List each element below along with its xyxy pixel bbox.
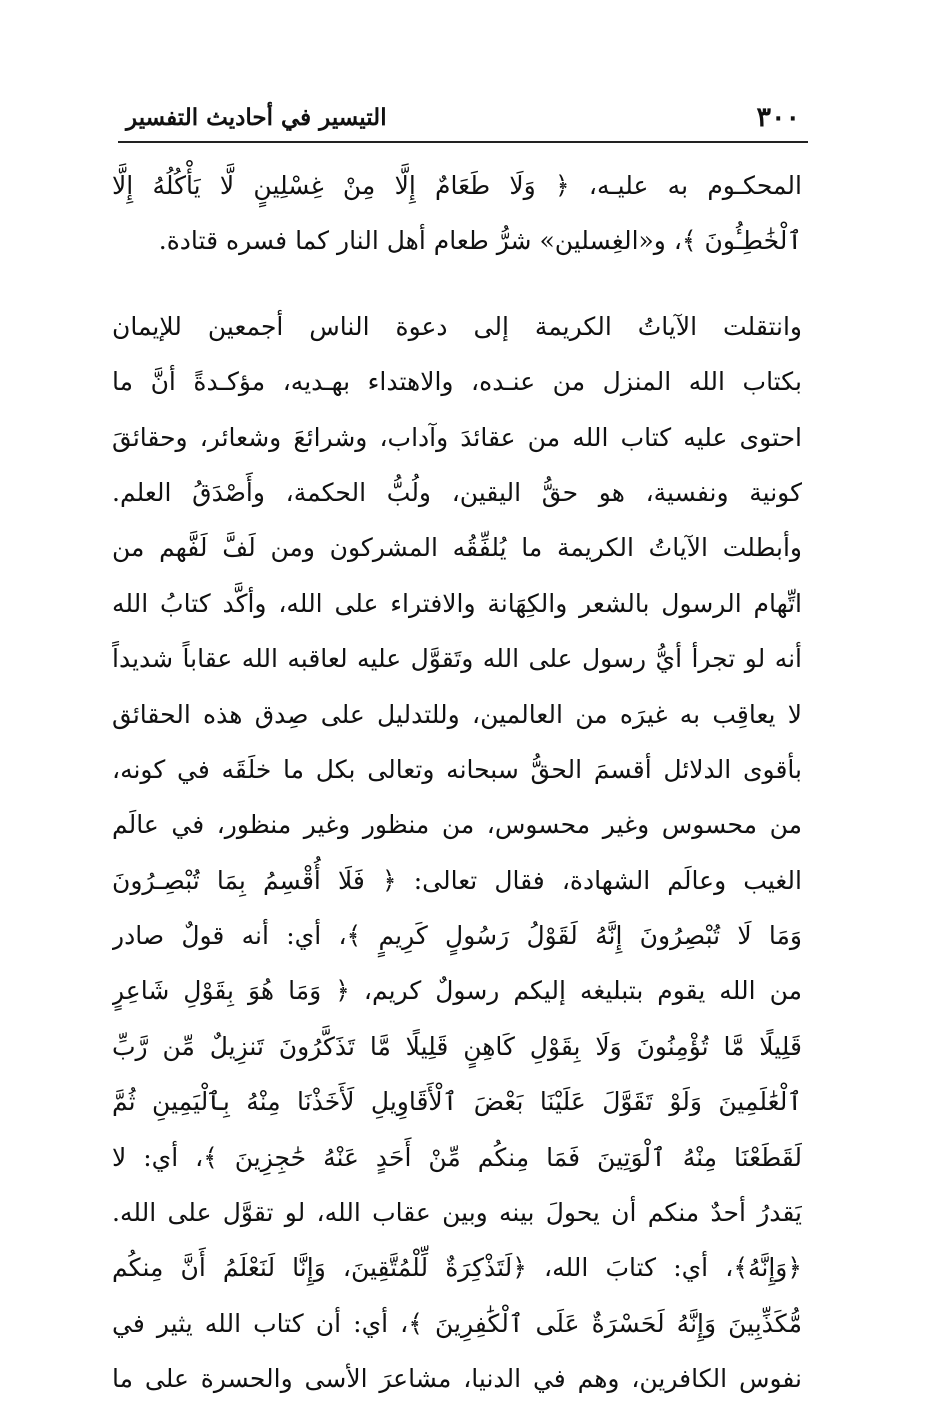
running-title: التيسير في أحاديث التفسير <box>126 104 387 131</box>
paragraph-gap <box>112 269 802 299</box>
text-line: ٱلْخَٰطِـُٔونَ ﴾، و«الغِسلين» شرُّ طعام أهل النار كما فسره قتادة. <box>158 226 802 256</box>
text-line: اتِّهام الرسول بالشعر والكِهَانة والافتراء على الله، وأكَّد كتابُ الله <box>112 588 802 618</box>
text-line: لا يعاقِب به غيرَه من العالمين، وللتدليل على صِدق هذه الحقائق <box>112 699 802 729</box>
text-line: بأقوى الدلائل أقسمَ الحقُّ سبحانه وتعالى بكل ما خلَقَه في كونه، <box>112 754 802 784</box>
text-line: أنه لو تجرأ أيُّ رسول على الله وتَقوَّل عليه لعاقبه الله عقاباً شديداً <box>112 644 802 674</box>
text-line: المحكـوم به عليـه، ﴿ وَلَا طَعَامٌ إِلَّا مِنْ غِسْلِينٍ لَّا يَأْكُلُهُ إِلَّا <box>112 171 802 200</box>
text-line: قَلِيلًا مَّا تُؤْمِنُونَ وَلَا بِقَوْلِ كَاهِنٍ قَلِيلًا مَّا تَذَكَّرُونَ تَنزِيلٌ مِّن رَّبِّ <box>112 1031 802 1061</box>
text-line: من محسوس وغير محسوس، من منظور وغير منظور، في عالَم <box>112 810 802 840</box>
text-line: ٱلْعَٰلَمِينَ وَلَوْ تَقَوَّلَ عَلَيْنَا بَعْضَ ٱلْأَقَاوِيلِ لَأَخَذْنَا مِنْهُ بِٱلْيَمِينِ ثُمَّ <box>112 1087 802 1117</box>
text-line: الغيب وعالَم الشهادة، فقال تعالى: ﴿ فَلَا أُقْسِمُ بِمَا تُبْصِـرُونَ <box>112 865 802 895</box>
text-line: بكتاب الله المنزل من عنـده، والاهتداء بهـديه، مؤكـدةً أنَّ ما <box>112 367 802 397</box>
text-line: وأبطلت الآياتُ الكريمة ما يُلفِّقُه المشركون ومن لَفَّ لَفَّهم من <box>112 533 802 563</box>
page-header <box>118 100 808 140</box>
paragraph <box>112 299 802 1407</box>
text-line: وانتقلت الآياتُ الكريمة إلى دعوة الناس أجمعين للإيمان <box>112 311 802 341</box>
text-line: وَمَا لَا تُبْصِرُونَ إِنَّهُ لَقَوْلُ رَسُولٍ كَرِيمٍ ﴾، أي: أنه قولٌ صادر <box>112 921 802 951</box>
paragraph <box>112 158 802 269</box>
page-number: ٣٠٠ <box>756 102 800 133</box>
text-line: لَقَطَعْنَا مِنْهُ ٱلْوَتِينَ فَمَا مِنكُم مِّنْ أَحَدٍ عَنْهُ حَٰجِزِينَ ﴾، أي: لا <box>112 1142 802 1172</box>
text-line: ﴿وَإِنَّهُ﴾، أي: كتابَ الله، ﴿لَتَذْكِرَةٌ لِّلْمُتَّقِينَ، وَإِنَّا لَنَعْلَمُ أَنَّ مِنكُم <box>112 1253 802 1283</box>
text-line: من الله يقوم بتبليغه إليكم رسولٌ كريم، ﴿ وَمَا هُوَ بِقَوْلِ شَاعِرٍ <box>112 976 802 1006</box>
text-line: نفوس الكافرين، وهم في الدنيا، مشاعرَ الأسى والحسرة على ما <box>112 1364 802 1394</box>
text-line: مُّكَذِّبِينَ وَإِنَّهُ لَحَسْرَةٌ عَلَى ٱلْكَٰفِرِينَ ﴾، أي: أن كتاب الله يثير في <box>112 1308 802 1338</box>
page-body <box>112 158 802 1407</box>
header-divider <box>118 141 808 143</box>
text-line: احتوى عليه كتاب الله من عقائدَ وآداب، وشرائعَ وشعائر، وحقائقَ <box>112 422 802 452</box>
text-line: كونية ونفسية، هو حقُّ اليقين، ولُبُّ الحكمة، وأَصْدَقُ العلم. <box>112 477 802 507</box>
text-line: يَقدرُ أحدٌ منكم أن يحولَ بينه وبين عقاب الله، لو تقوَّل على الله. <box>112 1198 802 1228</box>
